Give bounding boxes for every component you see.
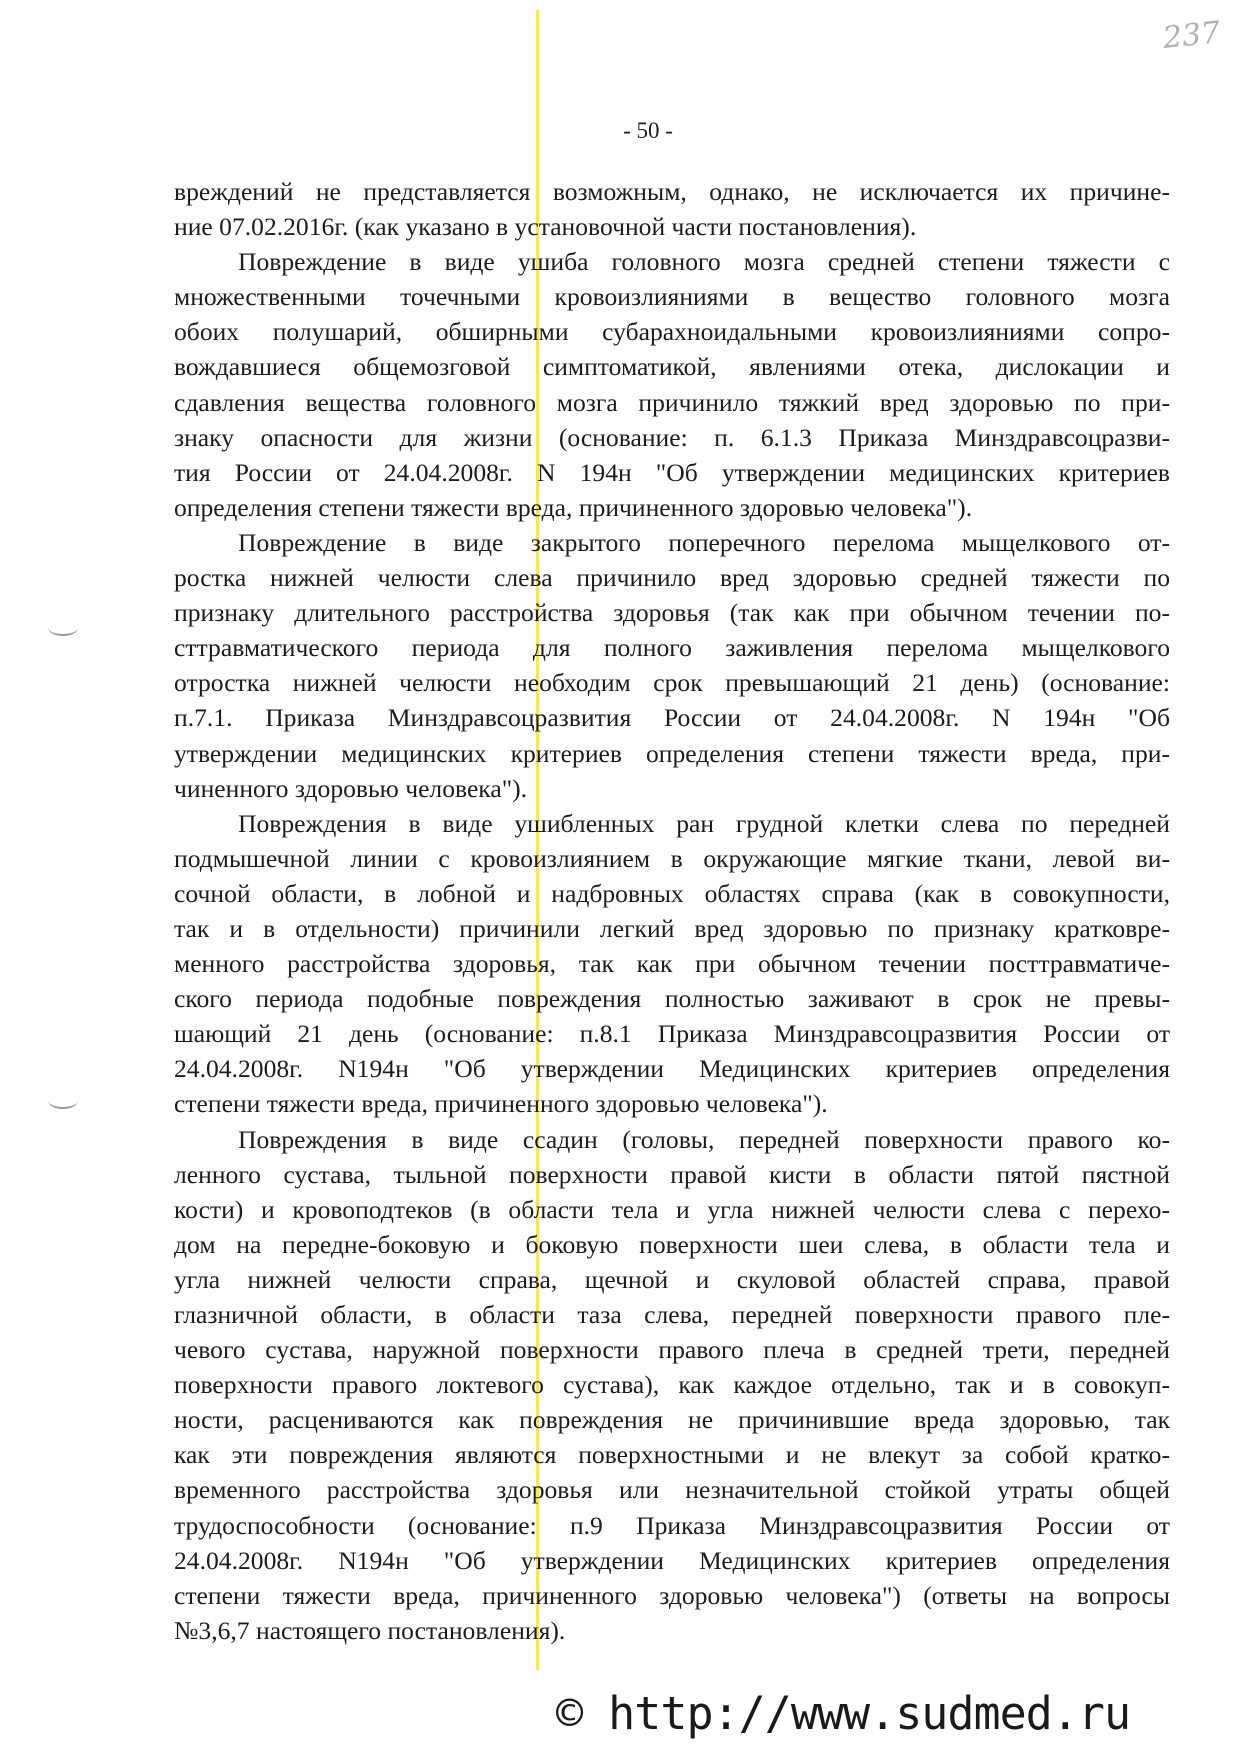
text-line: глазничной области, в области таза слева, передней поверхности правого пле-	[174, 1300, 1170, 1329]
text-line: шающий 21 день (основание: п.8.1 Приказа Минздравсоцразвития России от	[174, 1019, 1170, 1049]
text-line: степени тяжести вреда, причиненного здоровью человека") (ответы на вопросы	[174, 1580, 1170, 1610]
text-line: 24.04.2008г. N194н "Об утверждении Медицинских критериев определения	[174, 1054, 1170, 1084]
text-line: чиненного здоровью человека").	[174, 773, 528, 803]
text-line: вреждений не представляется возможным, однако, не исключается их причине-	[174, 177, 1170, 206]
text-line: ростка нижней челюсти слева причинило вред здоровью средней тяжести по	[174, 563, 1170, 593]
text-line: угла нижней челюсти справа, щечной и скуловой областей справа, правой	[174, 1264, 1170, 1294]
text-line: Повреждения в виде ушибленных ран грудной клетки слева по передней	[238, 808, 1170, 838]
text-line: п.7.1. Приказа Минздравсоцразвития России от 24.04.2008г. N 194н "Об	[174, 703, 1170, 733]
text-line: ние 07.02.2016г. (как указано в установочной части постановления).	[174, 212, 917, 242]
hole-punch-mark	[48, 620, 78, 636]
text-line: подмышечной линии с кровоизлиянием в окружающие мягкие ткани, левой ви-	[174, 843, 1170, 873]
text-line: кости) и кровоподтеков (в области тела и угла нижней челюсти слева с перехо-	[174, 1194, 1170, 1224]
text-line: временного расстройства здоровья или незначительной стойкой утраты общей	[174, 1475, 1170, 1505]
text-line: признаку длительного расстройства здоровья (так как при обычном течении по-	[174, 598, 1170, 628]
text-line: ского периода подобные повреждения полностью заживают в срок не превы-	[174, 984, 1170, 1014]
text-line: сттравматического периода для полного заживления перелома мыщелкового	[174, 633, 1170, 663]
text-line: отростка нижней челюсти необходим срок превышающий 21 день) (основание:	[174, 668, 1170, 698]
text-line: Повреждение в виде закрытого поперечного перелома мыщелкового от-	[238, 527, 1170, 557]
text-line: знаку опасности для жизни (основание: п. 6.1.3 Приказа Минздравсоцразви-	[174, 422, 1170, 452]
text-line: утверждении медицинских критериев определения степени тяжести вреда, при-	[174, 738, 1170, 768]
text-line: так и в отдельности) причинили легкий вред здоровью по признаку кратковре-	[174, 913, 1170, 943]
text-line: Повреждение в виде ушиба головного мозга средней степени тяжести с	[238, 247, 1170, 277]
text-line: обоих полушарий, обширными субарахноидальными кровоизлияниями сопро-	[174, 317, 1170, 347]
text-line: дом на передне-боковую и боковую поверхности шеи слева, в области тела и	[174, 1229, 1170, 1259]
text-line: ленного сустава, тыльной поверхности правой кисти в области пятой пястной	[174, 1159, 1170, 1189]
text-line: степени тяжести вреда, причиненного здоровью человека").	[174, 1089, 828, 1119]
text-line: тия России от 24.04.2008г. N 194н "Об утверждении медицинских критериев	[174, 457, 1170, 487]
page-number: - 50 -	[623, 118, 673, 143]
text-line: сдавления вещества головного мозга причинило тяжкий вред здоровью по при-	[174, 387, 1170, 417]
document-body	[174, 174, 1170, 1648]
text-line: №3,6,7 настоящего постановления).	[174, 1615, 566, 1645]
text-line: множественными точечными кровоизлияниями в вещество головного мозга	[174, 282, 1170, 312]
text-line: вождавшиеся общемозговой симптоматикой, явлениями отека, дислокации и	[174, 352, 1170, 382]
text-line: определения степени тяжести вреда, причиненного здоровью человека").	[174, 492, 973, 522]
handwritten-sheet-number: 237	[1161, 15, 1222, 56]
text-line: Повреждения в виде ссадин (головы, передней поверхности правого ко-	[238, 1124, 1170, 1154]
text-line: поверхности правого локтевого сустава), как каждое отдельно, так и в совокуп-	[174, 1370, 1170, 1400]
text-line: менного расстройства здоровья, так как при обычном течении посттравматиче-	[174, 949, 1170, 979]
text-line: как эти повреждения являются поверхностными и не влекут за собой кратко-	[174, 1440, 1170, 1470]
watermark: © http://www.sudmed.ru	[556, 1687, 1131, 1740]
text-line: чевого сустава, наружной поверхности правого плеча в средней трети, передней	[174, 1335, 1170, 1365]
text-line: ности, расцениваются как повреждения не причинившие вреда здоровью, так	[174, 1405, 1170, 1435]
hole-punch-mark	[48, 1093, 78, 1109]
text-line: трудоспособности (основание: п.9 Приказа Минздравсоцразвития России от	[174, 1510, 1170, 1540]
text-line: 24.04.2008г. N194н "Об утверждении Медицинских критериев определения	[174, 1545, 1170, 1575]
text-line: сочной области, в лобной и надбровных областях справа (как в совокупности,	[174, 878, 1170, 908]
